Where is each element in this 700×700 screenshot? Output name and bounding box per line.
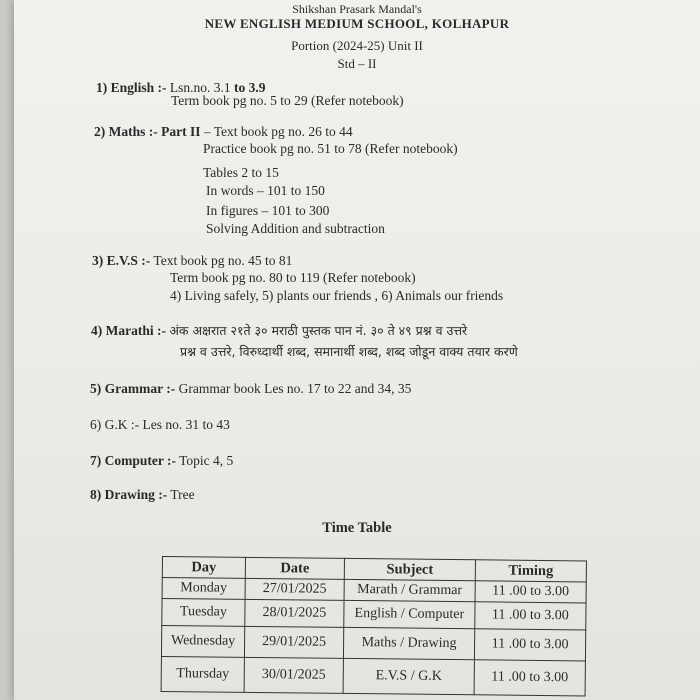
maths-line-3: Tables 2 to 15: [203, 165, 279, 180]
day-cell: Monday: [162, 578, 245, 600]
evs-line-2: Term book pg no. 80 to 119 (Refer notebook): [170, 270, 416, 285]
drawing-line: [90, 487, 195, 503]
gk-text: Les no. 31 to 43: [142, 417, 230, 432]
evs-line-1: [92, 253, 292, 269]
header-day: Day: [162, 557, 245, 579]
evs-label: 3) E.V.S :-: [92, 253, 151, 268]
date-cell: 30/01/2025: [244, 657, 343, 693]
computer-label: 7) Computer :-: [90, 453, 176, 468]
gk-line: [90, 417, 230, 433]
maths-textbook: – Text book pg no. 26 to 44: [203, 124, 353, 139]
subject-cell: E.V.S / G.K: [343, 658, 474, 694]
grammar-line: [90, 381, 411, 397]
date-cell: 28/01/2025: [245, 599, 344, 627]
table-row: [161, 626, 585, 661]
maths-line-6: Solving Addition and subtraction: [206, 221, 385, 236]
table-row: [161, 656, 585, 695]
maths-line-4: In words – 101 to 150: [206, 183, 325, 198]
english-line-2: Term book pg no. 5 to 29 (Refer notebook): [171, 93, 404, 108]
day-cell: Wednesday: [161, 626, 244, 658]
subject-cell: Marath / Grammar: [344, 579, 475, 601]
computer-text: Topic 4, 5: [179, 453, 234, 468]
english-lesson: Lsn.no. 3.1: [169, 80, 231, 95]
document-sheet: [14, 0, 700, 700]
portion-title: Portion (2024-25) Unit II: [291, 38, 423, 53]
timing-cell: 11 .00 to 3.00: [475, 602, 586, 630]
date-cell: 27/01/2025: [245, 578, 344, 600]
subject-cell: Maths / Drawing: [343, 627, 474, 659]
day-cell: Thursday: [161, 656, 244, 692]
subject-cell: English / Computer: [344, 600, 475, 628]
maths-line-5: In figures – 101 to 300: [206, 203, 330, 218]
english-lesson-end: to 3.9: [234, 80, 266, 95]
timing-cell: 11 .00 to 3.00: [474, 629, 585, 661]
computer-line: [90, 453, 233, 469]
marathi-line-1: [91, 322, 467, 339]
grammar-label: 5) Grammar :-: [90, 381, 176, 396]
day-cell: Tuesday: [162, 599, 245, 627]
grammar-text: Grammar book Les no. 17 to 22 and 34, 35: [178, 381, 412, 396]
evs-line-3: 4) Living safely, 5) plants our friends , 6) Animals our friends: [170, 288, 504, 303]
header-timing: Timing: [475, 560, 586, 582]
timing-cell: 11 .00 to 3.00: [474, 660, 585, 696]
evs-textbook: Text book pg no. 45 to 81: [153, 253, 293, 268]
maths-line-2: Practice book pg no. 51 to 78 (Refer notebook): [203, 141, 458, 156]
school-name: NEW ENGLISH MEDIUM SCHOOL, KOLHAPUR: [204, 16, 510, 31]
date-cell: 29/01/2025: [244, 626, 343, 658]
timetable-title: Time Table: [322, 520, 392, 536]
mandal-name: Shikshan Prasark Mandal's: [292, 2, 422, 16]
maths-line-1: [94, 124, 353, 140]
timing-cell: 11 .00 to 3.00: [475, 581, 586, 603]
drawing-text: Tree: [170, 487, 195, 502]
marathi-text-1: अंक अक्षरात २१ते ३० मराठी पुस्तक पान नं. ३० ते ४९ प्रश्न व उत्तरे: [169, 323, 468, 338]
drawing-label: 8) Drawing :-: [90, 487, 168, 502]
english-label: 1) English :-: [96, 80, 167, 95]
standard-label: Std – II: [337, 56, 377, 71]
marathi-line-2: प्रश्न व उत्तरे, विरुध्दार्थी शब्द, समानार्थी शब्द, शब्द जोडून वाक्य तयार करणे: [180, 344, 518, 359]
header-subject: Subject: [344, 558, 475, 580]
maths-label: 2) Maths :- Part II: [94, 124, 201, 139]
header-date: Date: [245, 557, 344, 579]
gk-label: 6) G.K :-: [90, 417, 140, 432]
marathi-label: 4) Marathi :-: [91, 323, 166, 338]
timetable: [161, 556, 587, 696]
